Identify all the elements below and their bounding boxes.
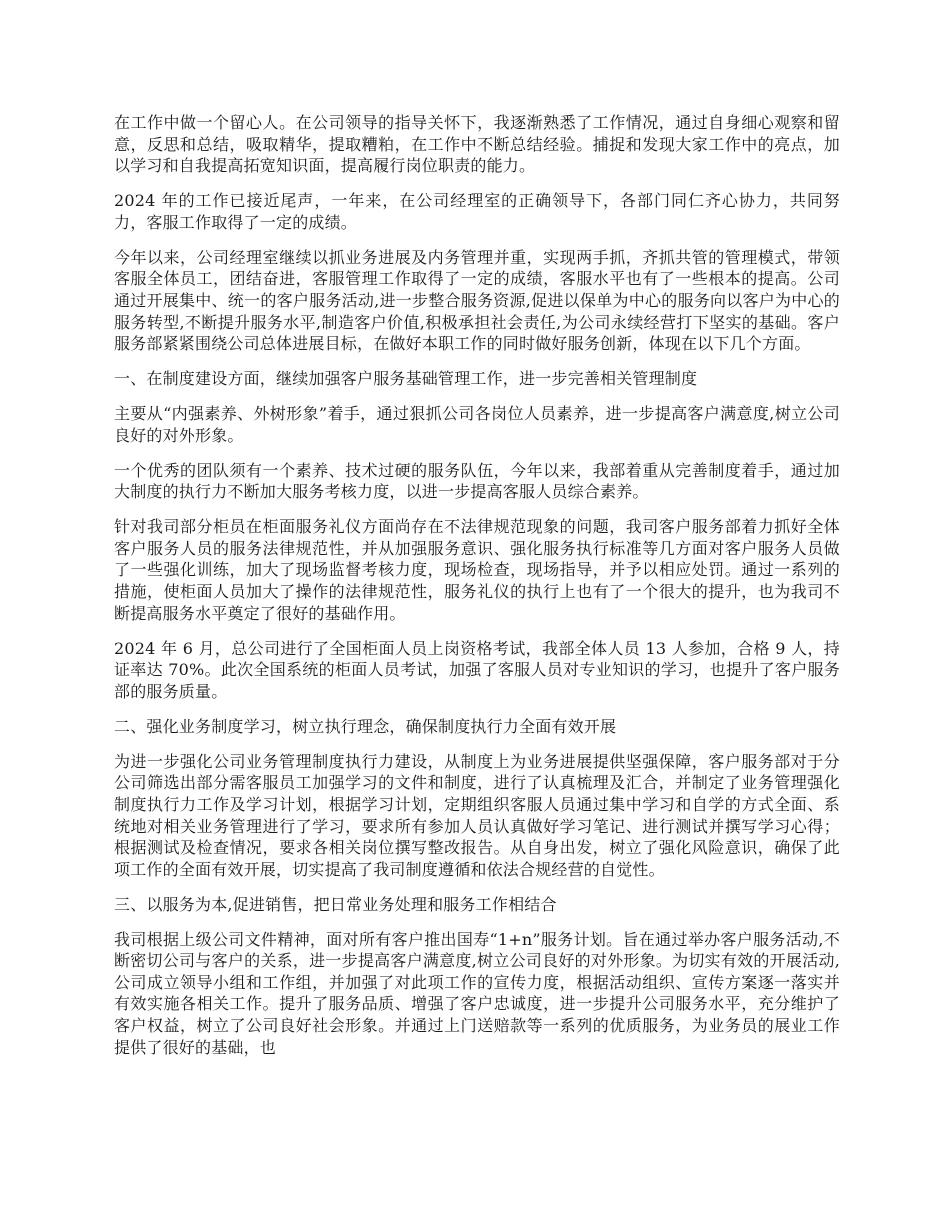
paragraph: 针对我司部分柜员在柜面服务礼仪方面尚存在不法律规范现象的问题，我司客户服务部着力抓好全体客户服务人员的服务法律规范性，并从加强服务意识、强化服务执行标准等几方面对客户服务人员做了一些强化训练，加大了现场监督考核力度，现场检查，现场指导，并予以相应处罚。通过一系列的措施，使柜面人员加大了操作的法律规范性，服务礼仪的执行上也有了一个很大的提升，也为我司不断提高服务水平奠定了很好的基础作用。 [114,517,840,623]
paragraph: 2024 年 6 月，总公司进行了全国柜面人员上岗资格考试，我部全体人员 13 人参加，合格 9 人，持证率达 70%。此次全国系统的柜面人员考试，加强了客服人员对专业知识的学习，也提升了客户服务部的服务质量。 [114,638,840,701]
paragraph: 2024 年的工作已接近尾声，一年来，在公司经理室的正确领导下，各部门同仁齐心协力，共同努力，客服工作取得了一定的成绩。 [114,191,840,232]
section-heading: 一、在制度建设方面，继续加强客户服务基础管理工作，进一步完善相关管理制度 [114,369,698,389]
paragraph: 在工作中做一个留心人。在公司领导的指导关怀下，我逐渐熟悉了工作情况，通过自身细心观察和留意，反思和总结，吸取精华，提取糟粕，在工作中不断总结经验。捕捉和发现大家工作中的亮点，加以学习和自我提高拓宽知识面，提高履行岗位职责的能力。 [114,113,840,176]
paragraph: 为进一步强化公司业务管理制度执行力建设，从制度上为业务进展提供坚强保障，客户服务部对于分公司筛选出部分需客服员工加强学习的文件和制度，进行了认真梳理及汇合，并制定了业务管理强化制度执行力工作及学习计划，根据学习计划，定期组织客服人员通过集中学习和自学的方式全面、系统地对相关业务管理进行了学习，要求所有参加人员认真做好学习笔记、进行测试并撰写学习心得；根据测试及检查情况，要求各相关岗位撰写整改报告。从自身出发，树立了强化风险意识，确保了此项工作的全面有效开展，切实提高了我司制度遵循和依法合规经营的自觉性。 [114,751,840,879]
paragraph: 主要从“内强素养、外树形象”着手，通过狠抓公司各岗位人员素养，进一步提高客户满意度,树立公司良好的对外形象。 [114,404,840,445]
section-heading: 二、强化业务制度学习，树立执行理念，确保制度执行力全面有效开展 [114,716,617,736]
section-heading: 三、以服务为本,促进销售，把日常业务处理和服务工作相结合 [114,894,557,914]
paragraph: 一个优秀的团队须有一个素养、技术过硬的服务队伍，今年以来，我部着重从完善制度着手，通过加大制度的执行力不断加大服务考核力度，以进一步提高客服人员综合素养。 [114,460,840,502]
document-body [114,112,840,1072]
paragraph: 我司根据上级公司文件精神，面对所有客户推出国寿“1+n”服务计划。旨在通过举办客户服务活动,不断密切公司与客户的关系，进一步提高客户满意度,树立公司良好的对外形象。为切实有效的开展活动,公司成立领导小组和工作组，并加强了对此项工作的宣传力度，根据活动组织、宣传方案逐一落实并有效实施各相关工作。提升了服务品质、增强了客户忠诚度，进一步提升公司服务水平，充分维护了客户权益，树立了公司良好社会形象。并通过上门送赔款等一系列的优质服务，为业务员的展业工作提供了很好的基础，也 [114,929,840,1057]
paragraph: 今年以来，公司经理室继续以抓业务进展及内务管理并重，实现两手抓，齐抓共管的管理模式，带领客服全体员工，团结奋进，客服管理工作取得了一定的成绩，客服水平也有了一些根本的提高。公司通过开展集中、统一的客户服务活动,进一步整合服务资源,促进以保单为中心的服务向以客户为中心的服务转型,不断提升服务水平,制造客户价值,积极承担社会责任,为公司永续经营打下坚实的基础。客户服务部紧紧围绕公司总体进展目标，在做好本职工作的同时做好服务创新，体现在以下几个方面。 [114,247,840,354]
